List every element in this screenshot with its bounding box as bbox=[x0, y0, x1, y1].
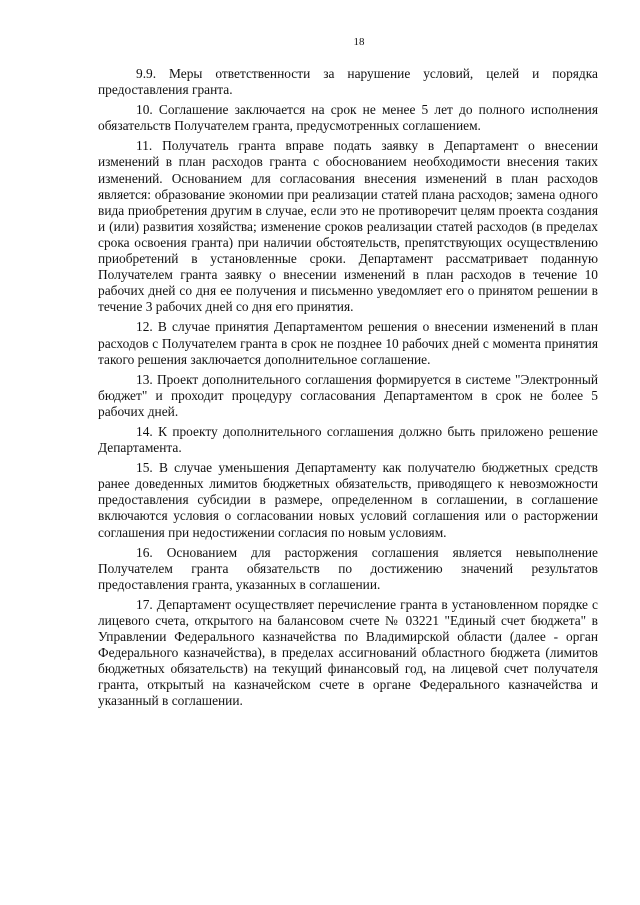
paragraph-9-9: 9.9. Меры ответственности за нарушение условий, целей и порядка предоставления гранта. bbox=[98, 66, 598, 98]
paragraph-11: 11. Получатель гранта вправе подать заявку в Департамент о внесении изменений в план расходов гранта с обоснованием необходимости внесения таких изменений. Основанием для согласования внесения изменений в план расходов является: образование экономии при реализации статей плана расходов; замена одного вида приобретения другим в случае, если это не противоречит целям проекта создания и (или) развития хозяйства; изменение сроков реализации статей расходов (в пределах срока освоения гранта) при наличии обстоятельств, препятствующих осуществлению приобретений в установленные сроки. Департамент рассматривает поданную Получателем гранта заявку о внесении изменений в план расходов в течение 10 рабочих дней со дня ее получения и письменно уведомляет его о принятом решении в течение 3 рабочих дней со дня его принятия. bbox=[98, 138, 598, 315]
paragraph-17: 17. Департамент осуществляет перечисление гранта в установленном порядке с лицевого счета, открытого на балансовом счете № 03221 "Единый счет бюджета" в Управлении Федерального казначейства по Владимирской области (далее - орган Федерального казначейства), в пределах ассигнований областного бюджета (лимитов бюджетных обязательств) на текущий финансовый год, на лицевой счет получателя гранта, открытый на казначейском счете в органе Федерального казначейства и указанный в соглашении. bbox=[98, 596, 598, 709]
paragraph-13: 13. Проект дополнительного соглашения формируется в системе "Электронный бюджет" и проходит процедуру согласования Департаментом в срок не более 5 рабочих дней. bbox=[98, 371, 598, 419]
paragraph-15: 15. В случае уменьшения Департаменту как получателю бюджетных средств ранее доведенных лимитов бюджетных обязательств, приводящего к невозможности предоставления субсидии в размере, определенном в соглашении, в соглашение включаются условия о согласовании новых условий соглашения или о расторжении соглашения при недостижении согласия по новым условиям. bbox=[98, 460, 598, 540]
paragraph-16: 16. Основанием для расторжения соглашения является невыполнение Получателем гранта обязательств по достижению значений результатов предоставления гранта, указанных в соглашении. bbox=[98, 544, 598, 592]
paragraph-10: 10. Соглашение заключается на срок не менее 5 лет до полного исполнения обязательств Получателем гранта, предусмотренных соглашением. bbox=[98, 102, 598, 134]
page-number: 18 bbox=[353, 36, 365, 48]
paragraph-12: 12. В случае принятия Департаментом решения о внесении изменений в план расходов с Получателем гранта в срок не позднее 10 рабочих дней с момента принятия такого решения заключается дополнительное соглашение. bbox=[98, 319, 598, 367]
paragraph-14: 14. К проекту дополнительного соглашения должно быть приложено решение Департамента. bbox=[98, 423, 598, 456]
